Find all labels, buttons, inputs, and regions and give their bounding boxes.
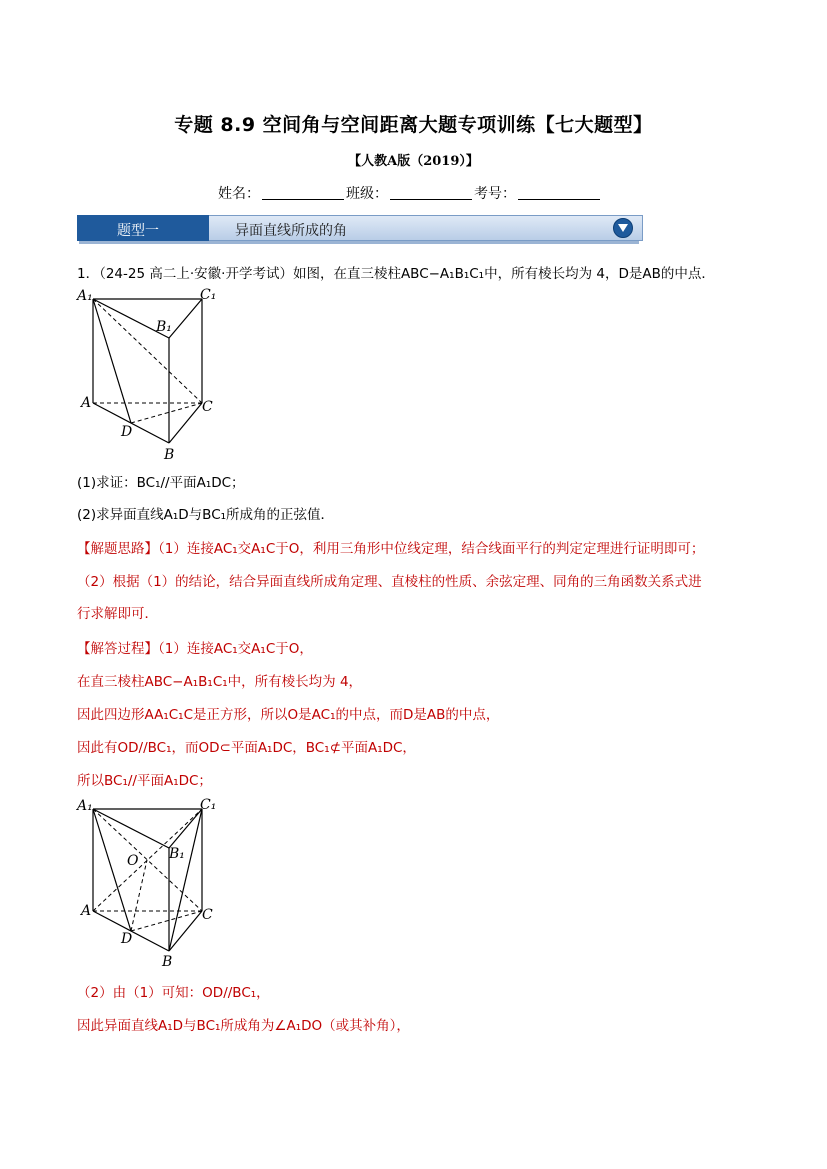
solution-line-6: （2）由（1）可知：OD//BC₁， [77,985,270,1001]
chevron-down-icon [613,218,633,238]
label-D: D [121,931,133,947]
name-blank [262,185,344,200]
document-title: 专题 8.9 空间角与空间距离大题专项训练【七大题型】 [174,114,653,136]
class-label: 班级： [346,186,388,202]
exam-blank [518,185,600,200]
solution-line-3: 因此四边形AA₁C₁C是正方形，所以O是AC₁的中点，而D是AB的中点， [77,707,500,723]
label-A1: A₁ [77,798,93,814]
label-O: O [127,853,139,869]
student-info-line [218,183,602,203]
solution-line-7: 因此异面直线A₁D与BC₁所成角为∠A₁DO（或其补角）， [77,1018,410,1034]
solution-line-2: 在直三棱柱ABC−A₁B₁C₁中，所有棱长均为 4， [77,674,363,690]
section-tag: 题型一 [117,223,159,239]
label-B: B [164,447,175,463]
label-C: C [202,907,213,923]
question-1: (1)求证：BC₁//平面A₁DC； [77,475,245,491]
document-subtitle: 【人教A版（2019）】 [348,154,479,169]
label-A: A [81,395,92,411]
problem-statement: 1．（24-25 高二上·安徽·开学考试）如图，在直三棱柱ABC−A₁B₁C₁中，所有棱长均为 4，D是AB的中点． [77,266,715,282]
question-2: (2)求异面直线A₁D与BC₁所成角的正弦值． [77,507,335,523]
analysis-line-2: （2）根据（1）的结论，结合异面直线所成角定理、直棱柱的性质、余弦定理、同角的三角函数关系式进 [77,574,702,590]
section-title: 异面直线所成的角 [235,223,347,239]
label-A1: A₁ [77,288,93,304]
label-C: C [202,399,213,415]
class-blank [390,185,472,200]
label-B: B [162,954,173,970]
exam-label: 考号： [474,186,516,202]
label-B1: B₁ [156,319,172,335]
label-C1: C₁ [200,287,217,303]
analysis-line-1: 【解题思路】（1）连接AC₁交A₁C于O，利用三角形中位线定理，结合线面平行的判定定理进行证明即可； [77,541,705,557]
solution-line-1: 【解答过程】（1）连接AC₁交A₁C于O， [77,641,313,657]
prism-figure-1 [70,283,230,463]
banner-shadow [79,241,639,244]
label-A: A [81,903,92,919]
prism-figure-2 [70,793,230,973]
name-label: 姓名： [218,186,260,202]
solution-line-5: 所以BC₁//平面A₁DC； [77,773,212,789]
label-B1: B₁ [169,846,185,862]
label-C1: C₁ [200,797,217,813]
analysis-line-3: 行求解即可． [77,606,158,622]
section-banner [77,215,642,243]
label-D: D [121,424,133,440]
solution-line-4: 因此有OD//BC₁，而OD⊂平面A₁DC，BC₁⊄平面A₁DC， [77,740,416,756]
